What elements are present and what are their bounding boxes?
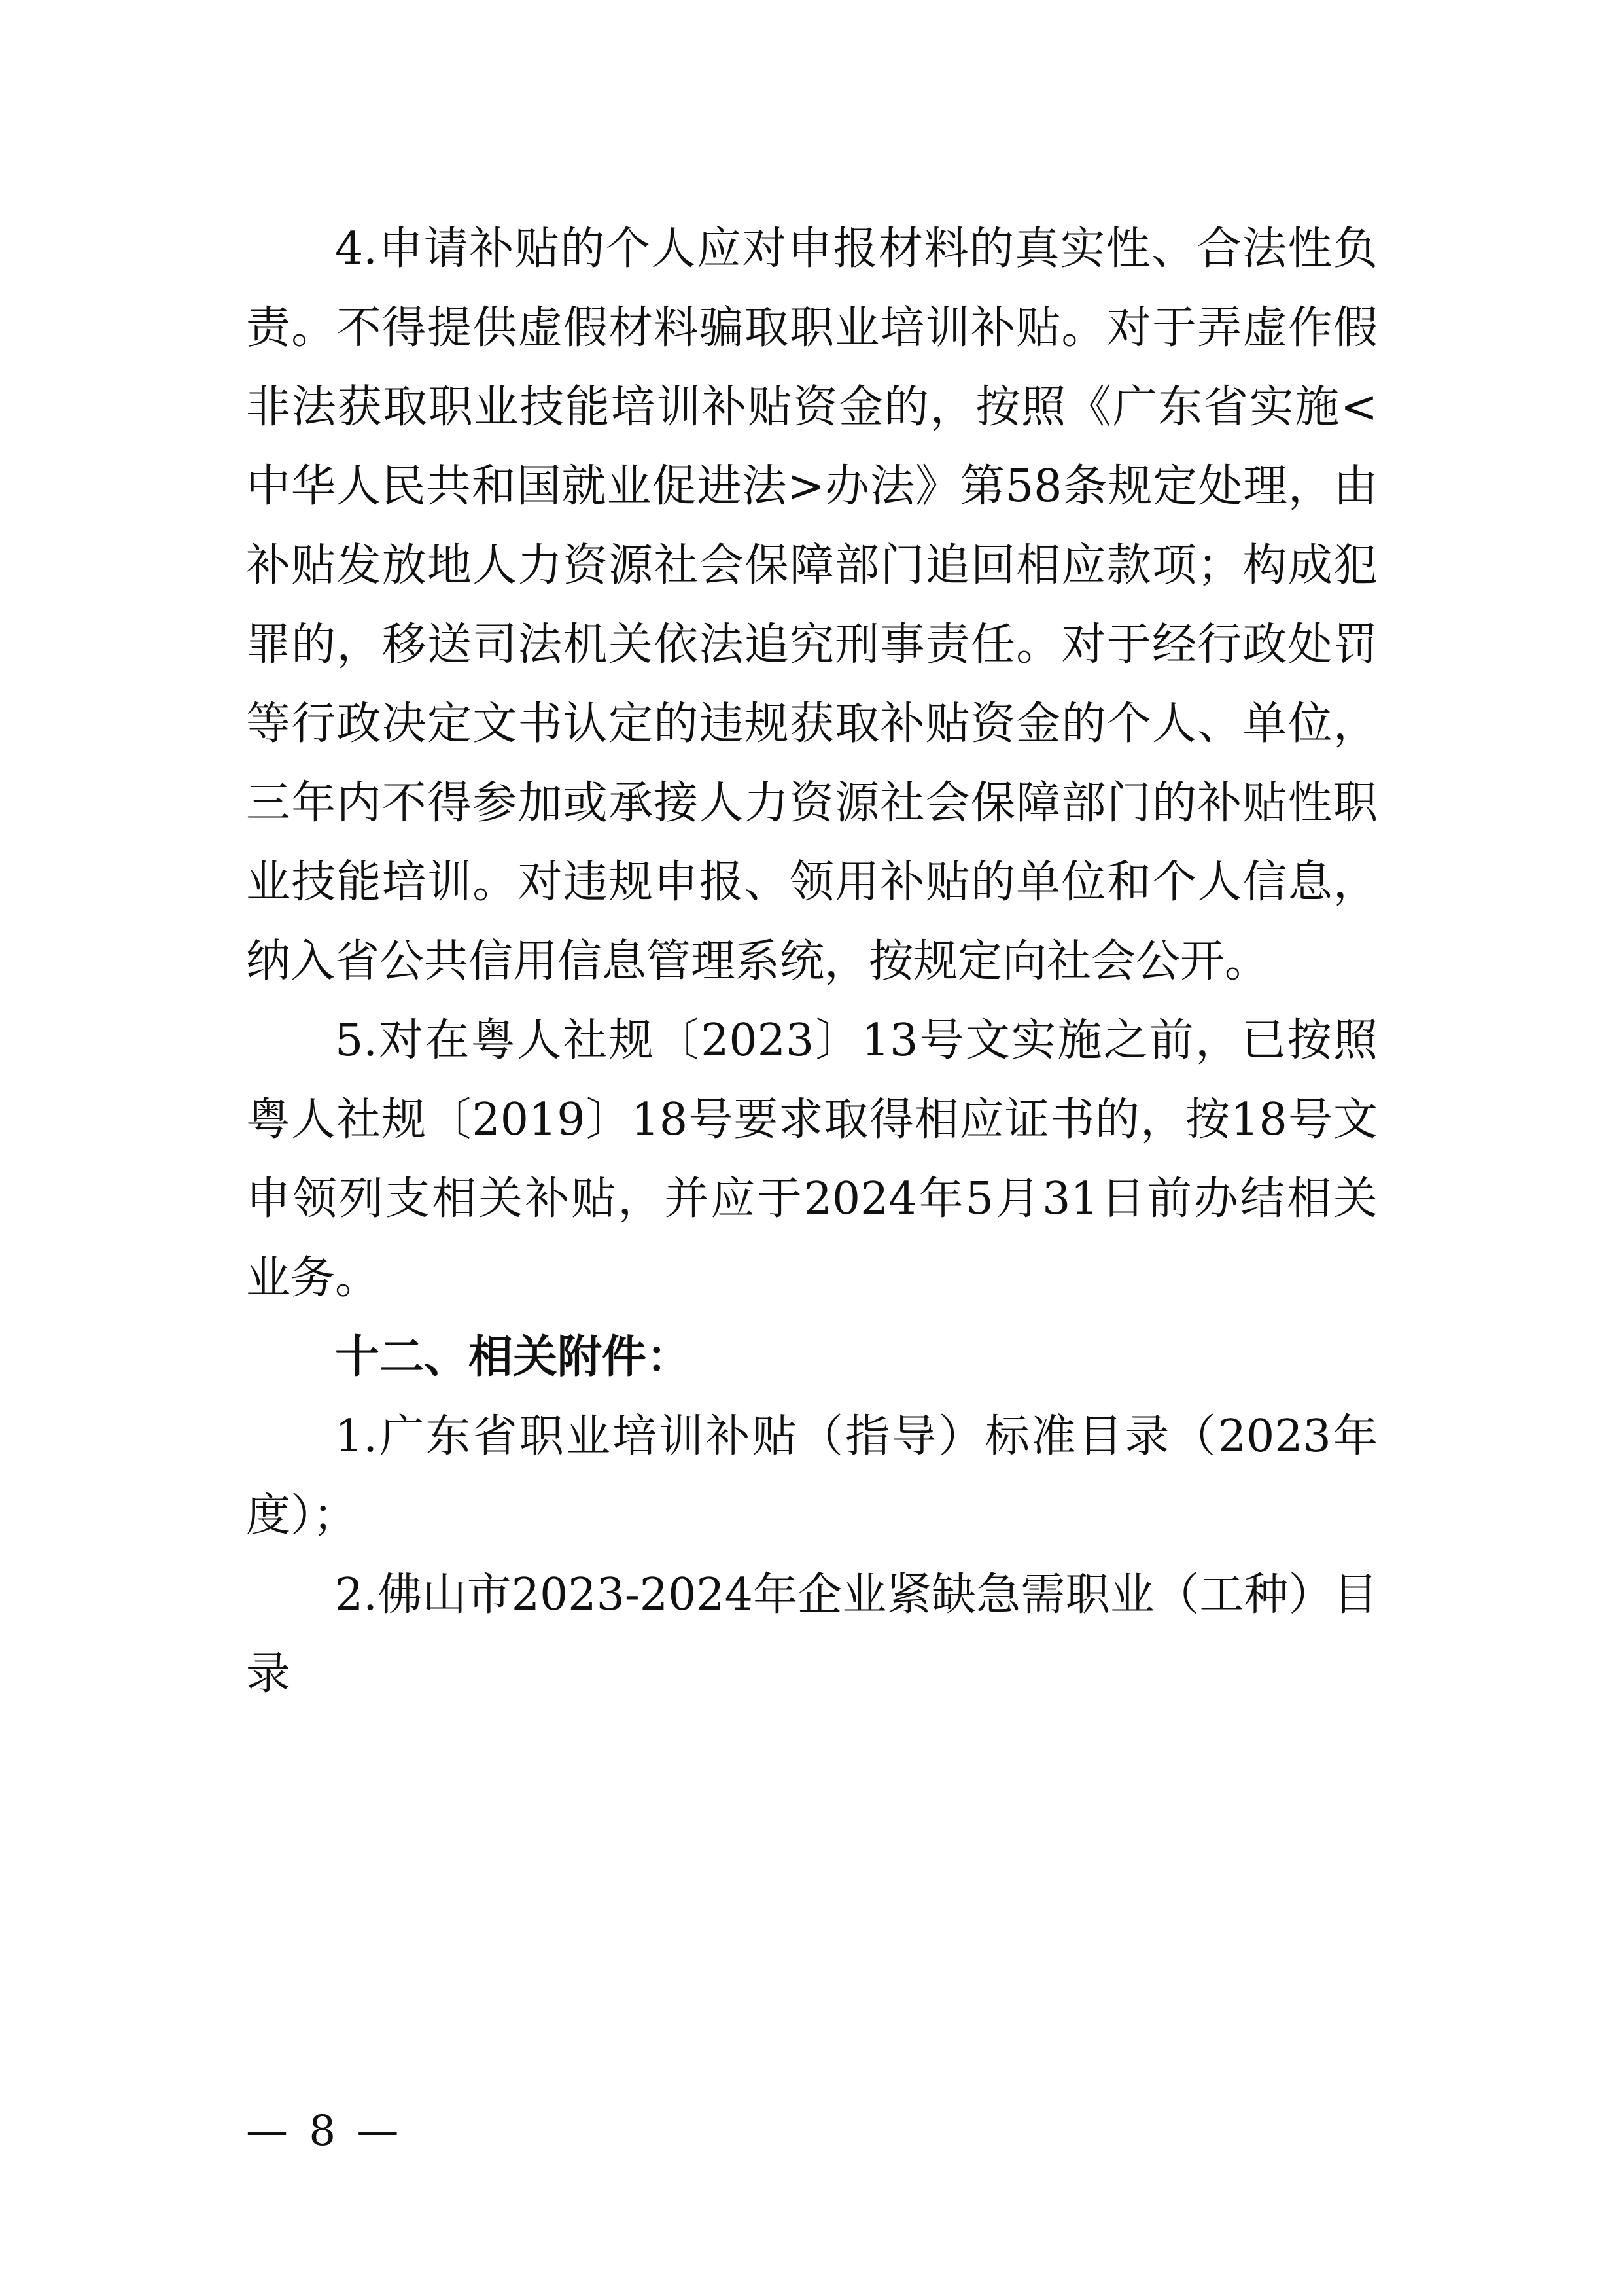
attachment-item-1: 1.广东省职业培训补贴（指导）标准目录（2023年度）； bbox=[246, 1411, 1378, 1542]
document-body bbox=[246, 209, 1378, 1714]
paragraph-item-4: 4.申请补贴的个人应对申报材料的真实性、合法性负责。不得提供虚假材料骗取职业培训补贴。对于弄虚作假非法获取职业技能培训补贴资金的，按照《广东省实施<中华人民共和国就业促进法>办法》第58条规定处理，由补贴发放地人力资源社会保障部门追回相应款项；构成犯罪的，移送司法机关依法追究刑事责任。对于经行政处罚等行政决定文书认定的违规获取补贴资金的个人、单位，三年内不得参加或承接人力资源社会保障部门的补贴性职业技能培训。对违规申报、领用补贴的单位和个人信息，纳入省公共信用信息管理系统，按规定向社会公开。 bbox=[246, 223, 1378, 987]
section-heading: 十二、相关附件： bbox=[335, 1332, 691, 1383]
paragraph-item-5: 5.对在粤人社规〔2023〕13号文实施之前，已按照粤人社规〔2019〕18号要求取得相应证书的，按18号文申领列支相关补贴，并应于2024年5月31日前办结相关业务。 bbox=[246, 1015, 1378, 1304]
attachment-item-2: 2.佛山市2023-2024年企业紧缺急需职业（工种）目录 bbox=[246, 1569, 1378, 1700]
page-number: — 8 — bbox=[246, 2107, 403, 2155]
